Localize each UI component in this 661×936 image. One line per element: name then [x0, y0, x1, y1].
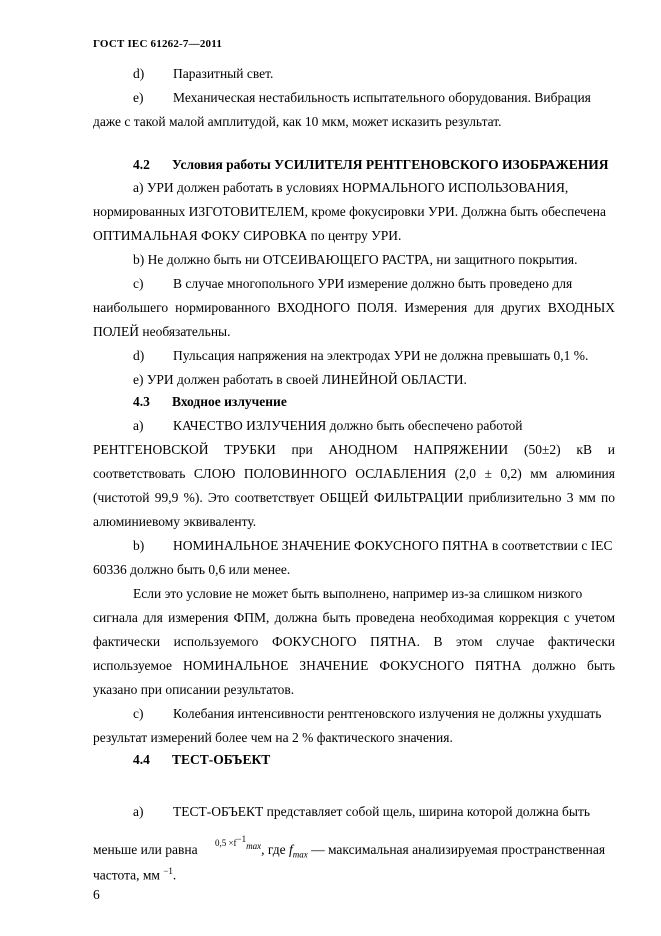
section-number: 4.4 — [133, 752, 150, 767]
section-title: Входное излучение — [172, 394, 287, 409]
text-line — [93, 863, 615, 884]
list-item-d — [133, 66, 615, 82]
text-line: ПОЛЕЙ необязательны. — [93, 324, 231, 339]
item-text: В случае многопольного УРИ измерение должно быть проведено для — [173, 276, 573, 291]
text-line: указано при описании результатов. — [93, 682, 295, 697]
item-label: c) — [133, 706, 144, 721]
item-text: Колебания интенсивности рентгеновского излучения не должны ухудшать — [173, 706, 602, 721]
item-label: e) — [133, 90, 144, 105]
text-line: фактически используемого ФОКУСНОГО ПЯТНА. В этом случае фактически — [93, 634, 615, 649]
text-line: используемое НОМИНАЛЬНОЕ ЗНАЧЕНИЕ ФОКУСНОГО ПЯТНА должно быть — [93, 658, 615, 673]
list-item-b — [133, 538, 615, 554]
text-line: сигнала для измерения ФПМ, должна быть проведена необходимая коррекция с учетом — [93, 610, 615, 625]
text-fragment: частота, мм — [93, 867, 160, 883]
text-line: ОПТИМАЛЬНАЯ ФОКУ СИРОВКА по центру УРИ. — [93, 228, 402, 243]
list-item-a — [133, 804, 615, 820]
item-label: a) — [133, 804, 144, 819]
list-item-c — [133, 276, 615, 292]
section-number: 4.3 — [133, 394, 150, 409]
page-number: 6 — [93, 887, 100, 902]
formula-line — [93, 834, 615, 863]
formula — [214, 834, 262, 851]
text-line: РЕНТГЕНОВСКОЙ ТРУБКИ при АНОДНОМ НАПРЯЖЕНИИ (50±2) кВ и — [93, 442, 615, 457]
fmax-symbol: f — [288, 842, 293, 857]
text-fragment: меньше или равна — [93, 842, 198, 857]
text-line: результат измерений более чем на 2 % фактического значения. — [93, 730, 453, 745]
text-line: e) УРИ должен работать в своей ЛИНЕЙНОЙ ОБЛАСТИ. — [133, 372, 467, 387]
item-text: Пульсация напряжения на электродах УРИ не должна превышать 0,1 %. — [173, 348, 589, 363]
text-line: 60336 должно быть 0,6 или менее. — [93, 562, 291, 577]
section-heading-4-3 — [133, 394, 615, 410]
text-fragment: . — [172, 867, 177, 883]
list-item-d — [133, 348, 615, 364]
text-line: a) УРИ должен работать в условиях НОРМАЛЬНОГО ИСПОЛЬЗОВАНИЯ, — [133, 180, 569, 195]
item-label: d) — [133, 66, 145, 81]
text-line: Если это условие не может быть выполнено, например из-за слишком низкого — [133, 586, 583, 601]
text-line: наибольшего нормированного ВХОДНОГО ПОЛЯ. Измерения для других ВХОДНЫХ — [93, 300, 615, 315]
item-label: a) — [133, 418, 144, 433]
text-line: нормированных ИЗГОТОВИТЕЛЕМ, кроме фокусировки УРИ. Должна быть обеспечена — [93, 204, 606, 219]
text-fragment: , где — [261, 842, 286, 857]
list-item-e — [133, 90, 615, 106]
text-fragment: — максимальная анализируемая пространственная — [311, 842, 606, 857]
fmax-sub: max — [292, 849, 308, 860]
item-label: c) — [133, 276, 144, 291]
item-text: Механическая нестабильность испытательного оборудования. Вибрация — [173, 90, 591, 105]
section-title: ТЕСТ-ОБЪЕКТ — [172, 752, 271, 767]
item-label: b) — [133, 538, 145, 553]
unit-sup: −1 — [163, 866, 173, 876]
formula-sup: −1 — [236, 834, 247, 844]
page-header: ГОСТ IEC 61262-7—2011 — [93, 38, 223, 50]
text-line: b) Не должно быть ни ОТСЕИВАЮЩЕГО РАСТРА, ни защитного покрытия. — [133, 252, 578, 267]
list-item-c — [133, 706, 615, 722]
section-heading-4-2 — [133, 157, 615, 173]
section-number: 4.2 — [133, 157, 150, 172]
section-heading-4-4 — [133, 752, 615, 768]
item-text: ТЕСТ-ОБЪЕКТ представляет собой щель, ширина которой должна быть — [173, 804, 591, 819]
formula-body: 0,5 ×f — [214, 838, 237, 848]
section-title: Условия работы УСИЛИТЕЛЯ РЕНТГЕНОВСКОГО ИЗОБРАЖЕНИЯ — [172, 157, 609, 172]
item-label: d) — [133, 348, 145, 363]
text-line: (чистотой 99,9 %). Это соответствует ОБЩЕЙ ФИЛЬТРАЦИИ приблизительно 3 мм по — [93, 490, 615, 505]
item-text: КАЧЕСТВО ИЗЛУЧЕНИЯ должно быть обеспечено работой — [173, 418, 523, 433]
text-line: алюминиевому эквиваленту. — [93, 514, 257, 529]
list-item-a — [133, 418, 615, 434]
item-text: НОМИНАЛЬНОЕ ЗНАЧЕНИЕ ФОКУСНОГО ПЯТНА в соответствии с IEC — [173, 538, 613, 553]
text-line: соответствовать СЛОЮ ПОЛОВИННОГО ОСЛАБЛЕНИЯ (2,0 ± 0,2) мм алюминия — [93, 466, 615, 481]
item-text: Паразитный свет. — [173, 66, 274, 81]
formula-sub: max — [246, 840, 262, 851]
text-line: даже с такой малой амплитудой, как 10 мкм, может исказить результат. — [93, 114, 502, 129]
